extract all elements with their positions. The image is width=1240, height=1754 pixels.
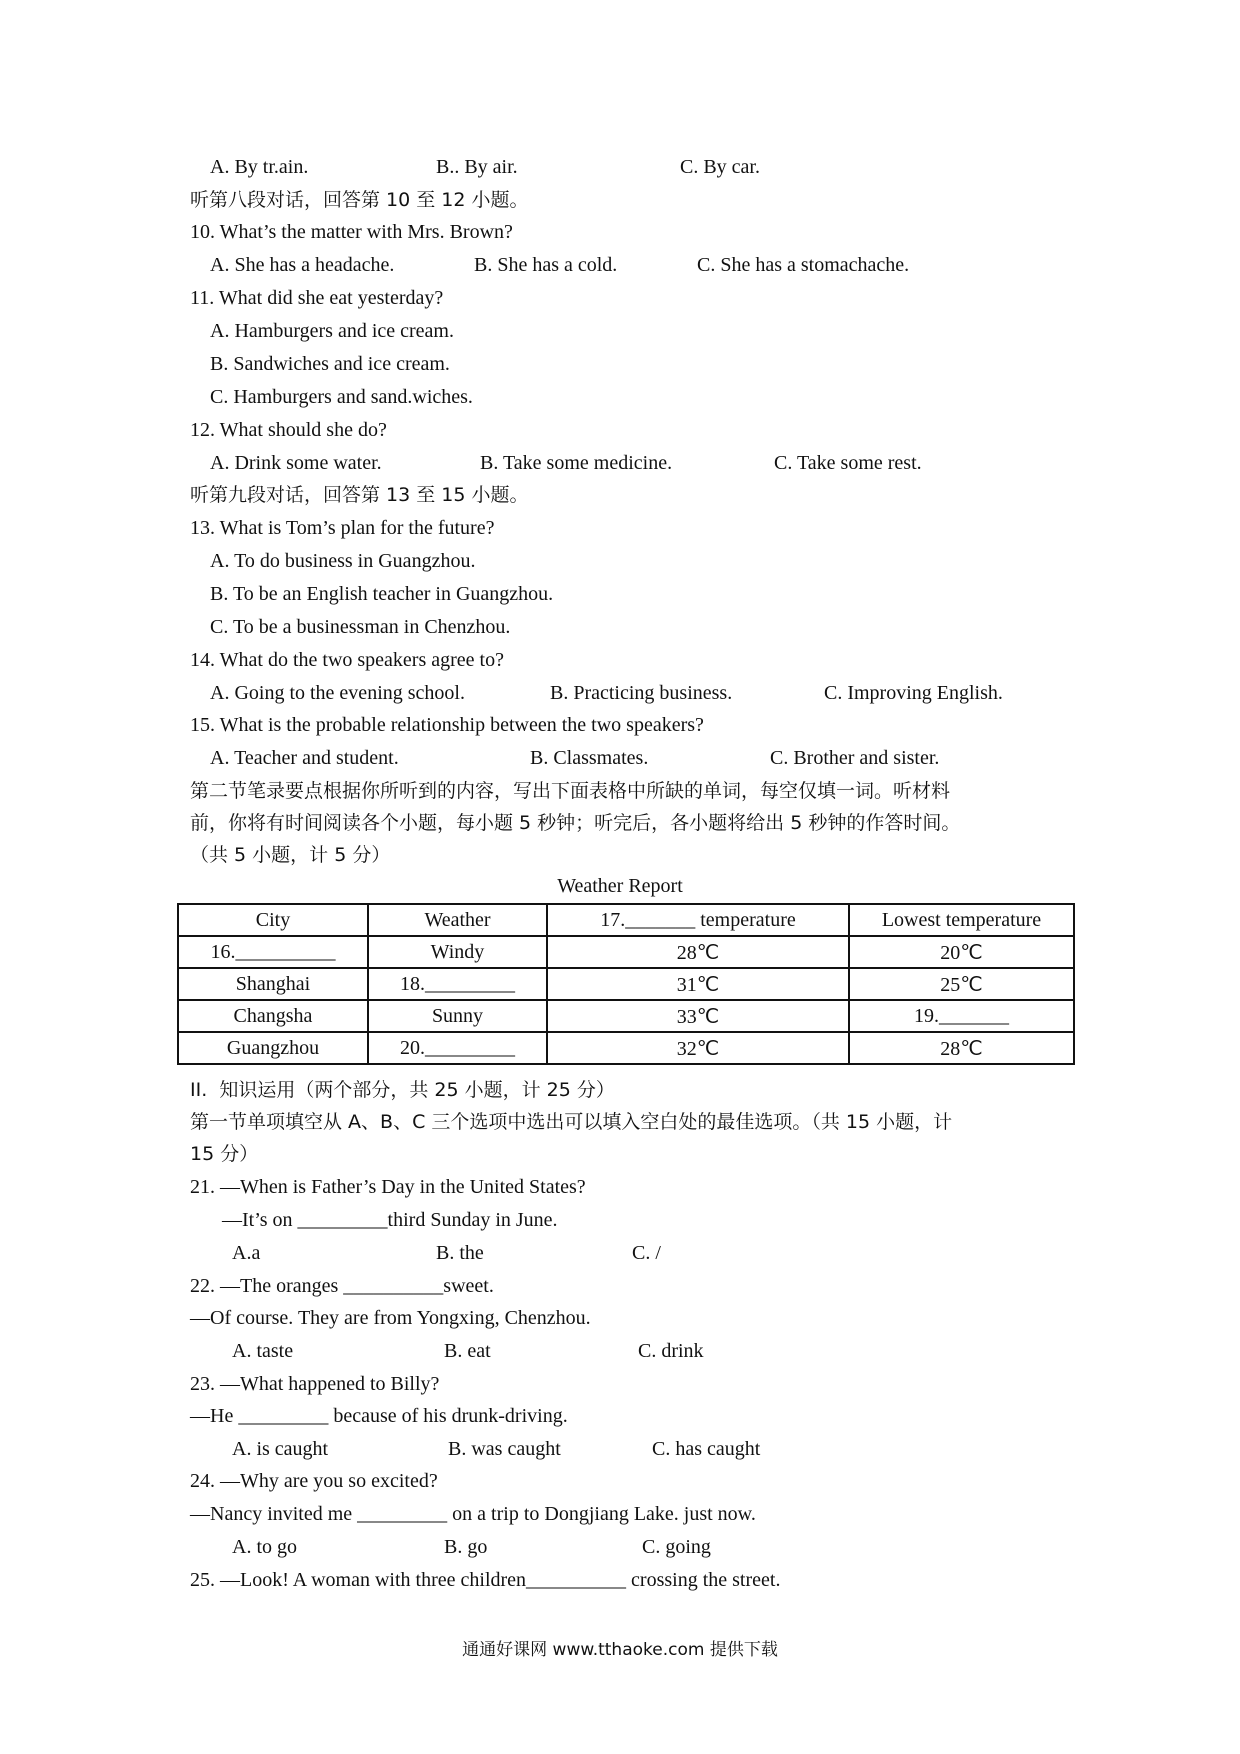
q10-stem: 10. What’s the matter with Mrs. Brown? bbox=[190, 221, 513, 243]
part2-instructions-line2: 前，你将有时间阅读各个小题，每小题 5 秒钟；听完后，各小题将给出 5 秒钟的作答时间。 bbox=[190, 812, 961, 834]
q14-stem: 14. What do the two speakers agree to? bbox=[190, 649, 504, 671]
table-cell: 20._________ bbox=[368, 1032, 547, 1064]
q21-option-c: C. / bbox=[632, 1242, 661, 1264]
table-cell: 31℃ bbox=[547, 968, 849, 1000]
weather-table bbox=[177, 903, 1075, 1065]
table-cell: 18._________ bbox=[368, 968, 547, 1000]
header-cell: City bbox=[178, 904, 368, 936]
q15-option-a: A. Teacher and student. bbox=[210, 747, 399, 769]
q11-option-b: B. Sandwiches and ice cream. bbox=[210, 353, 450, 375]
q22-line1: 22. —The oranges __________sweet. bbox=[190, 1275, 494, 1297]
table-cell: 32℃ bbox=[547, 1032, 849, 1064]
q21-option-b: B. the bbox=[436, 1242, 484, 1264]
q13-option-c: C. To be a businessman in Chenzhou. bbox=[210, 616, 511, 638]
q11-option-a: A. Hamburgers and ice cream. bbox=[210, 320, 454, 342]
q21-option-a: A.a bbox=[232, 1242, 261, 1264]
table-cell: 28℃ bbox=[849, 1032, 1074, 1064]
q11-option-c: C. Hamburgers and sand.wiches. bbox=[210, 386, 473, 408]
q14-option-a: A. Going to the evening school. bbox=[210, 682, 465, 704]
q9-option-b: B.. By air. bbox=[436, 156, 518, 178]
table-row bbox=[178, 936, 1074, 968]
header-cell: Weather bbox=[368, 904, 547, 936]
section-ii-intro-line2: 15 分） bbox=[190, 1143, 259, 1165]
table-cell: 19._______ bbox=[849, 1000, 1074, 1032]
table-cell: Shanghai bbox=[178, 968, 368, 1000]
table-cell: Changsha bbox=[178, 1000, 368, 1032]
q15-stem: 15. What is the probable relationship between the two speakers? bbox=[190, 714, 704, 736]
q12-option-b: B. Take some medicine. bbox=[480, 452, 673, 474]
q22-option-b: B. eat bbox=[444, 1340, 491, 1362]
table-row bbox=[178, 968, 1074, 1000]
table-row bbox=[178, 1000, 1074, 1032]
q24-option-b: B. go bbox=[444, 1536, 488, 1558]
q9-option-a: A. By tr.ain. bbox=[210, 156, 309, 178]
table-header-row bbox=[178, 904, 1074, 936]
table-cell: 20℃ bbox=[849, 936, 1074, 968]
q21-line1: 21. —When is Father’s Day in the United States? bbox=[190, 1176, 586, 1198]
q13-stem: 13. What is Tom’s plan for the future? bbox=[190, 517, 495, 539]
q11-stem: 11. What did she eat yesterday? bbox=[190, 287, 444, 309]
table-cell: 33℃ bbox=[547, 1000, 849, 1032]
q23-line1: 23. —What happened to Billy? bbox=[190, 1373, 440, 1395]
q12-stem: 12. What should she do? bbox=[190, 419, 387, 441]
q15-option-c: C. Brother and sister. bbox=[770, 747, 940, 769]
q10-option-a: A. She has a headache. bbox=[210, 254, 395, 276]
section-ii-intro-line1: 第一节单项填空从 A、B、C 三个选项中选出可以填入空白处的最佳选项。（共 15 小题，计 bbox=[190, 1111, 953, 1133]
q23-line2: —He _________ because of his drunk-driving. bbox=[190, 1405, 568, 1427]
table-cell: 25℃ bbox=[849, 968, 1074, 1000]
q23-option-c: C. has caught bbox=[652, 1438, 761, 1460]
table-cell: Windy bbox=[368, 936, 547, 968]
section-ii-title: II. 知识运用（两个部分，共 25 小题，计 25 分） bbox=[190, 1079, 615, 1101]
q21-line2: —It’s on _________third Sunday in June. bbox=[222, 1209, 558, 1231]
q22-option-a: A. taste bbox=[232, 1340, 294, 1362]
q23-option-a: A. is caught bbox=[232, 1438, 329, 1460]
section8-intro: 听第八段对话，回答第 10 至 12 小题。 bbox=[190, 189, 529, 211]
q10-option-b: B. She has a cold. bbox=[474, 254, 618, 276]
header-cell: Lowest temperature bbox=[849, 904, 1074, 936]
weather-table-title: Weather Report bbox=[557, 875, 683, 897]
section9-intro: 听第九段对话，回答第 13 至 15 小题。 bbox=[190, 484, 529, 506]
q13-option-a: A. To do business in Guangzhou. bbox=[210, 550, 476, 572]
q24-option-c: C. going bbox=[642, 1536, 711, 1558]
q24-line1: 24. —Why are you so excited? bbox=[190, 1470, 438, 1492]
q10-option-c: C. She has a stomachache. bbox=[697, 254, 910, 276]
page-footer: 通通好课网 www.tthaoke.com 提供下载 bbox=[462, 1640, 778, 1660]
table-cell: 28℃ bbox=[547, 936, 849, 968]
q12-option-c: C. Take some rest. bbox=[774, 452, 922, 474]
q22-option-c: C. drink bbox=[638, 1340, 704, 1362]
table-cell: Guangzhou bbox=[178, 1032, 368, 1064]
q22-line2: —Of course. They are from Yongxing, Chenzhou. bbox=[190, 1307, 591, 1329]
q9-option-c: C. By car. bbox=[680, 156, 760, 178]
q14-option-c: C. Improving English. bbox=[824, 682, 1003, 704]
q13-option-b: B. To be an English teacher in Guangzhou. bbox=[210, 583, 554, 605]
table-cell: 16.__________ bbox=[178, 936, 368, 968]
q24-line2: —Nancy invited me _________ on a trip to Dongjiang Lake. just now. bbox=[190, 1503, 756, 1525]
part2-instructions-line3: （共 5 小题，计 5 分） bbox=[190, 844, 391, 866]
table-row bbox=[178, 1032, 1074, 1064]
q23-option-b: B. was caught bbox=[448, 1438, 561, 1460]
q25-line1: 25. —Look! A woman with three children__________ crossing the street. bbox=[190, 1569, 781, 1591]
q24-option-a: A. to go bbox=[232, 1536, 297, 1558]
part2-instructions-line1: 第二节笔录要点根据你所听到的内容，写出下面表格中所缺的单词，每空仅填一词。听材料 bbox=[190, 780, 951, 802]
table-cell: Sunny bbox=[368, 1000, 547, 1032]
q14-option-b: B. Practicing business. bbox=[550, 682, 733, 704]
header-cell: 17._______ temperature bbox=[547, 904, 849, 936]
q15-option-b: B. Classmates. bbox=[530, 747, 649, 769]
q12-option-a: A. Drink some water. bbox=[210, 452, 382, 474]
